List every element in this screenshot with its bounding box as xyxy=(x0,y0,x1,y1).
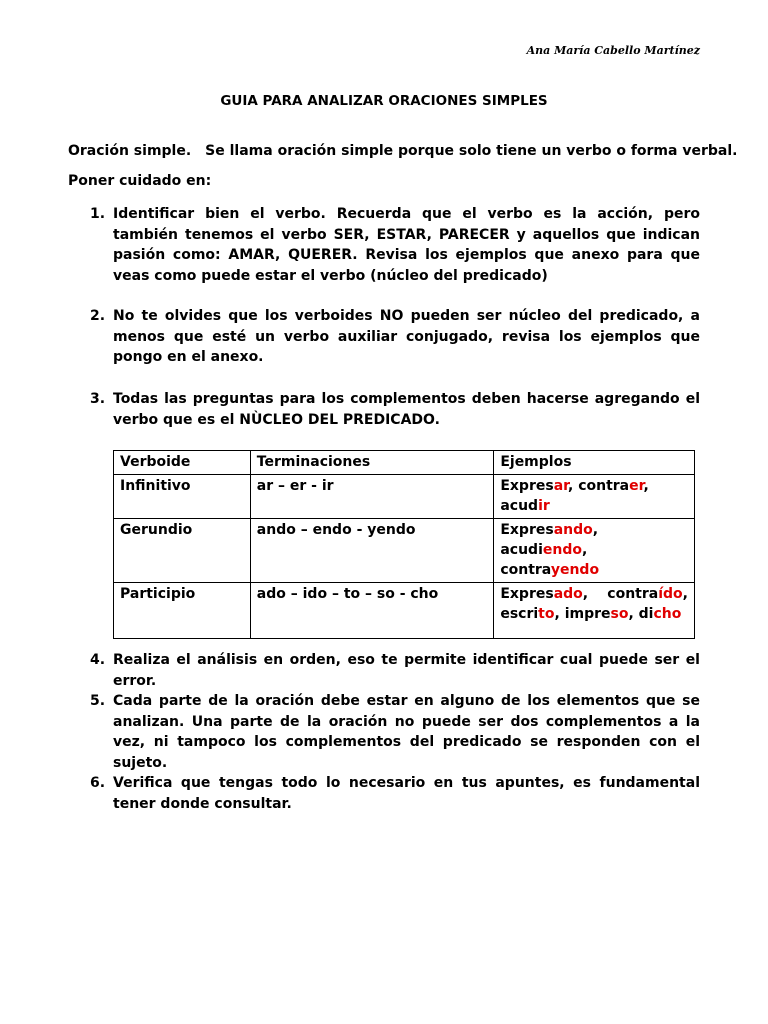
ejemplos-cell xyxy=(494,583,695,639)
list-item-text: No te olvides que los verboides NO pueden ser núcleo del predicado, a menos que esté un verbo auxiliar conjugado, revisa los ejemplos que pongo en el anexo. xyxy=(113,308,700,365)
ejemplos-cell xyxy=(494,475,695,519)
ejemplos-line: Expresando, acudiendo, xyxy=(500,522,599,558)
example-stem: di xyxy=(638,606,654,622)
list-item-text: Realiza el análisis en orden, eso te permite identificar cual puede ser el error. xyxy=(113,652,700,689)
example-ending: ado xyxy=(553,586,583,602)
example-ending: endo xyxy=(542,542,582,558)
ejemplos-line: escrito, impreso, dicho xyxy=(500,606,682,622)
list-item xyxy=(90,691,700,773)
example-stem: escri xyxy=(500,606,539,622)
document-title: GUIA PARA ANALIZAR ORACIONES SIMPLES xyxy=(220,93,548,109)
intro-term: Oración simple. xyxy=(68,143,192,159)
list-item-text: Todas las preguntas para los complementos deben hacerse agregando el verbo que es el NÙCLEO DEL PREDICADO. xyxy=(113,391,700,428)
example-stem: acud xyxy=(500,498,539,514)
example-stem: contra xyxy=(500,562,551,578)
ejemplos-line xyxy=(500,560,688,580)
table-row xyxy=(114,519,695,583)
list-item xyxy=(90,650,700,691)
example-stem: impre xyxy=(564,606,611,622)
list-item-text: Identificar bien el verbo. Recuerda que el verbo es la acción, pero también tenemos el verbo SER, ESTAR, PARECER y aquellos que indican pasión como: AMAR, QUERER. Revisa los ejemplos que anexo para que veas como puede estar el verbo (núcleo del predicado) xyxy=(113,206,700,284)
terminaciones-cell: ando – endo - yendo xyxy=(250,519,494,583)
table-header: Verboide xyxy=(114,451,251,475)
list-item xyxy=(90,204,700,286)
verboide-cell: Participio xyxy=(114,583,251,639)
example-ending: yendo xyxy=(550,562,600,578)
ejemplos-text xyxy=(500,520,688,580)
table-header: Terminaciones xyxy=(250,451,494,475)
list-item xyxy=(90,389,700,430)
table-row xyxy=(114,475,695,519)
ejemplos-line: Expresado, contraído, xyxy=(500,586,688,602)
example-ending: er xyxy=(629,478,644,494)
ejemplos-text xyxy=(500,584,688,624)
verboide-cell: Gerundio xyxy=(114,519,251,583)
example-stem: Expres xyxy=(500,522,554,538)
verboide-table xyxy=(113,450,695,639)
list-item-number: 3. xyxy=(90,391,106,407)
list-item-number: 1. xyxy=(90,206,106,222)
terminaciones-cell: ado – ido – to – so - cho xyxy=(250,583,494,639)
list-item-number: 5. xyxy=(90,693,106,709)
list-item-number: 4. xyxy=(90,652,106,668)
example-ending: so xyxy=(610,606,629,622)
list-item xyxy=(90,773,700,814)
example-stem: Expres xyxy=(500,478,554,494)
example-ending: to xyxy=(538,606,555,622)
example-stem: acudi xyxy=(500,542,543,558)
example-ending: cho xyxy=(653,606,682,622)
example-stem: contra xyxy=(578,478,630,494)
example-stem: contra xyxy=(607,586,659,602)
list-item-text: Cada parte de la oración debe estar en alguno de los elementos que se analizan. Una parte de la oración no puede ser dos complementos a la vez, ni tampoco los complementos del predicado se responden con el sujeto. xyxy=(113,693,700,771)
ejemplos-cell xyxy=(494,519,695,583)
intro-paragraph xyxy=(68,143,737,159)
list-item xyxy=(90,306,700,368)
list-item-number: 2. xyxy=(90,308,106,324)
example-stem: Expres xyxy=(500,586,554,602)
verboide-cell: Infinitivo xyxy=(114,475,251,519)
ejemplos-line: Expresar, contraer, acudir xyxy=(500,478,649,514)
list-item-text: Verifica que tengas todo lo necesario en tus apuntes, es fundamental tener donde consultar. xyxy=(113,775,700,812)
example-ending: ando xyxy=(553,522,593,538)
table-row xyxy=(114,583,695,639)
example-ending: ir xyxy=(538,498,550,514)
example-ending: ar xyxy=(553,478,568,494)
example-ending: ído xyxy=(658,586,683,602)
table-header-row xyxy=(114,451,695,475)
ejemplos-text xyxy=(500,476,688,516)
terminaciones-cell: ar – er - ir xyxy=(250,475,494,519)
caution-label: Poner cuidado en: xyxy=(68,173,212,189)
author-name: Ana María Cabello Martínez xyxy=(526,44,700,57)
list-item-number: 6. xyxy=(90,775,106,791)
table-header: Ejemplos xyxy=(494,451,695,475)
intro-definition: Se llama oración simple porque solo tiene un verbo o forma verbal. xyxy=(205,143,738,159)
